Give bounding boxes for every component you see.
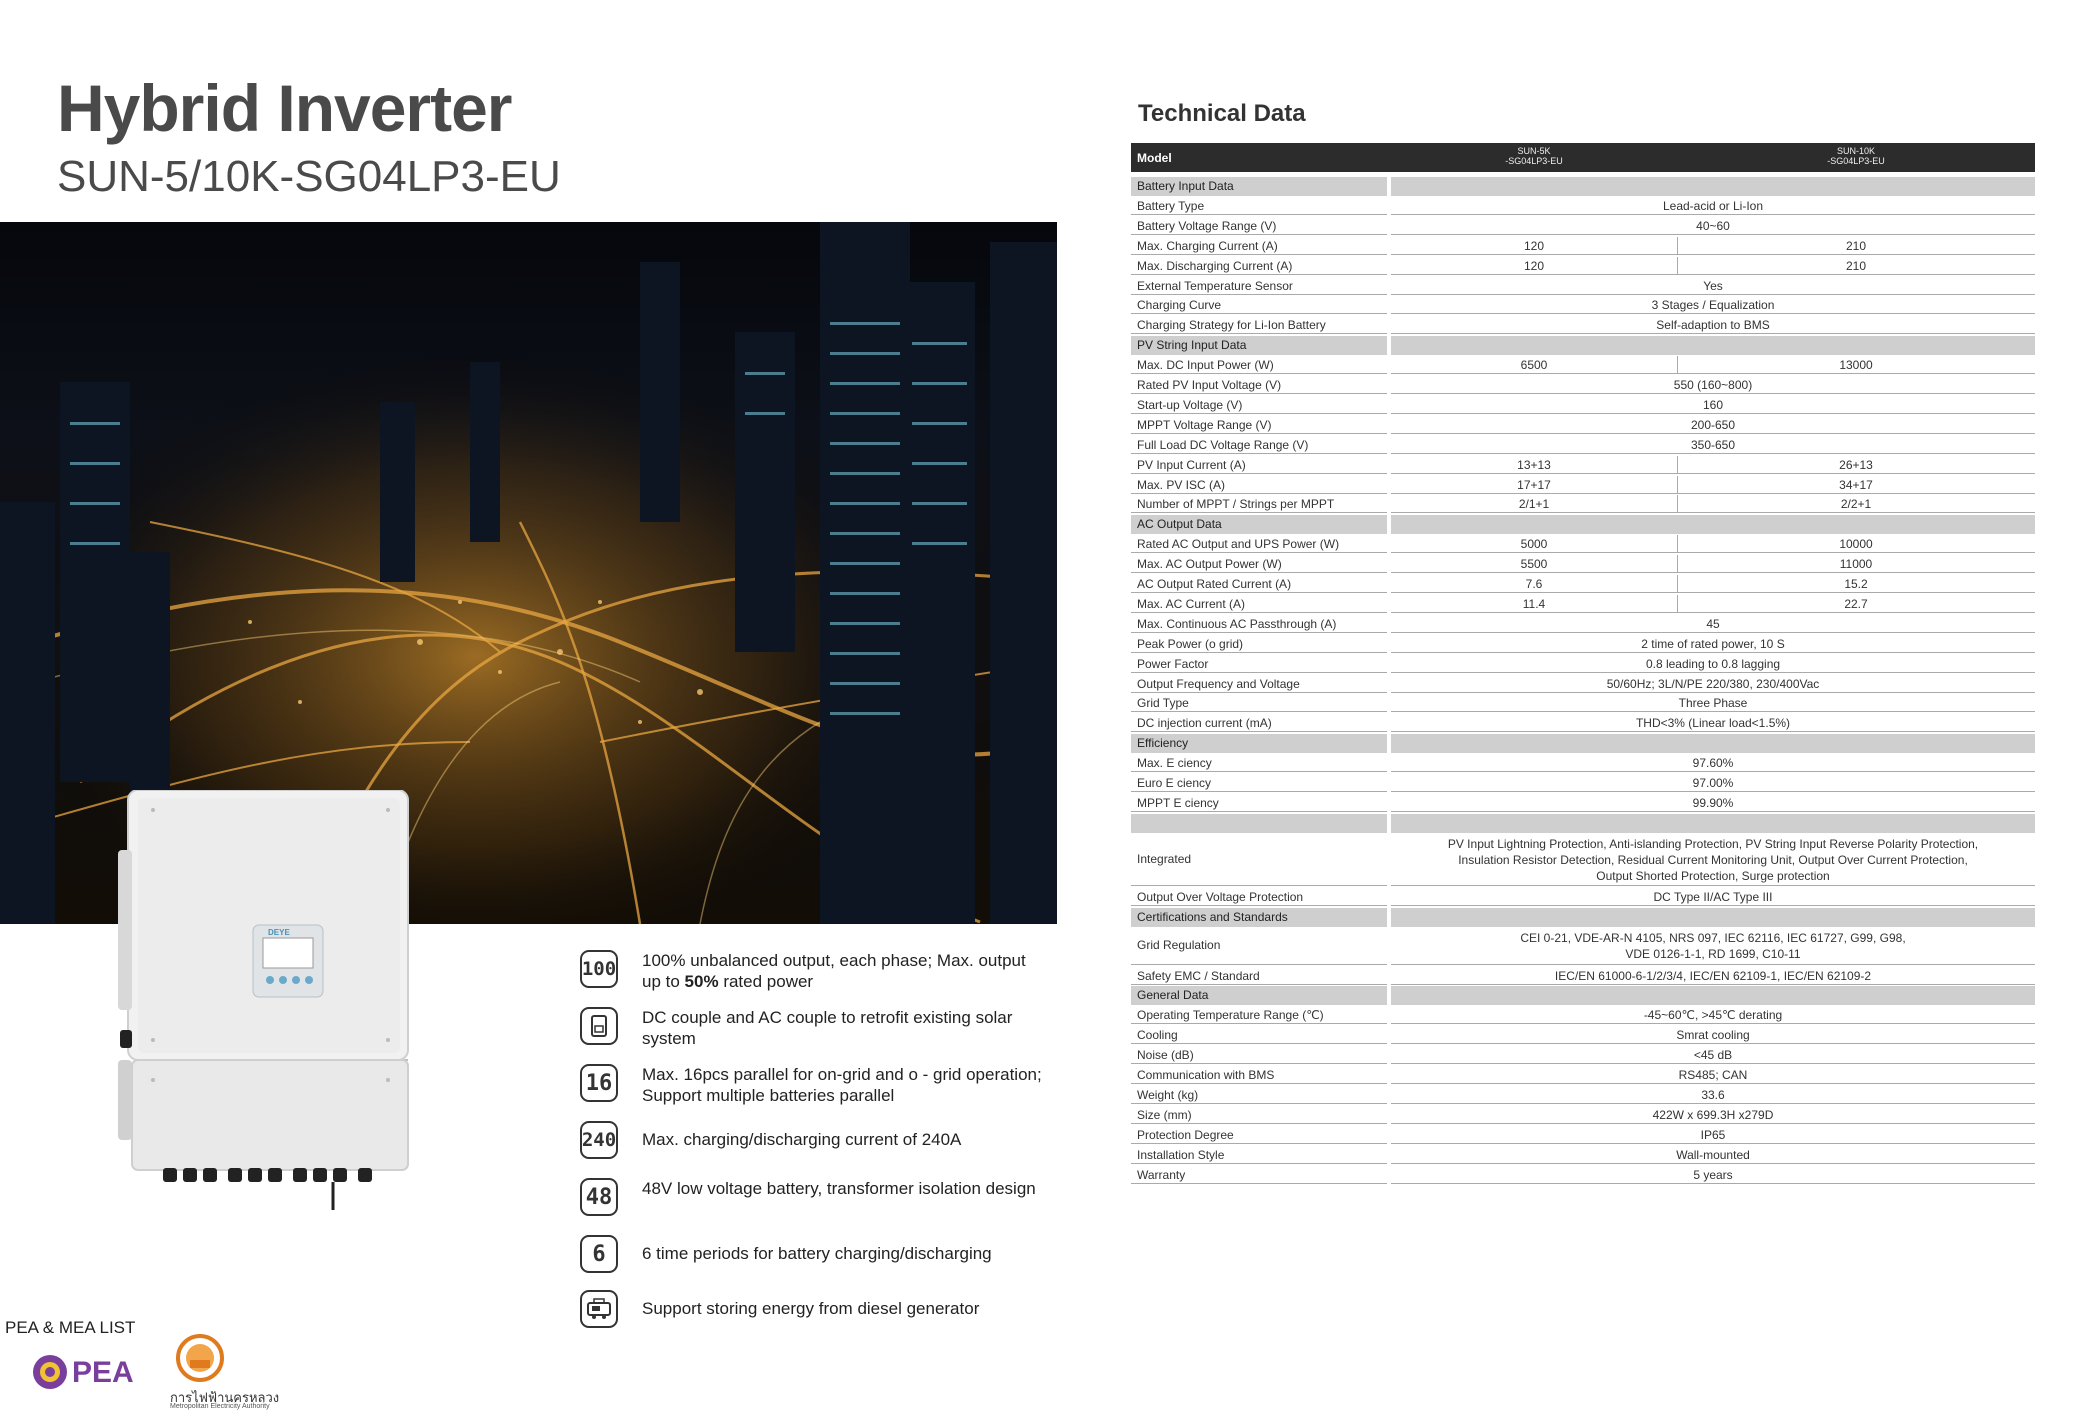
- row-value-5k: 13+13: [1517, 457, 1551, 472]
- cell-line: VDE 0126-1-1, RD 1699, C10-11: [1625, 946, 1801, 961]
- table-row: [1131, 1006, 2035, 1024]
- pea-logo-text: PEA: [72, 1356, 134, 1389]
- row-label: Output Over Voltage Protection: [1137, 889, 1304, 904]
- model-10k-header: SUN-10K -SG04LP3-EU: [1827, 146, 1885, 166]
- row-label: Integrated: [1137, 851, 1192, 866]
- section-title: Battery Input Data: [1137, 179, 1234, 193]
- table-row: [1131, 575, 2035, 593]
- table-row: [1131, 197, 2035, 215]
- row-value: 422W x 699.3H x279D: [1652, 1107, 1774, 1122]
- row-value: <45 dB: [1693, 1048, 1733, 1063]
- section-header-row: [1131, 986, 2035, 1005]
- row-value-10k: 210: [1845, 258, 1867, 273]
- table-row: [1131, 356, 2035, 374]
- table-row: [1131, 1106, 2035, 1124]
- row-value: 160: [1702, 397, 1724, 412]
- table-row: [1131, 635, 2035, 653]
- row-label: Warranty: [1137, 1167, 1186, 1182]
- table-row: [1131, 655, 2035, 673]
- row-value: 97.00%: [1692, 776, 1734, 790]
- row-label: Max. Charging Current (A): [1137, 238, 1278, 253]
- row-label: Full Load DC Voltage Range (V): [1137, 437, 1309, 452]
- inverter-product-image: [118, 790, 418, 1210]
- row-value: 33.6: [1701, 1087, 1725, 1102]
- row-value-10k: 11000: [1839, 557, 1873, 572]
- row-value-10k: 15.2: [1844, 577, 1868, 591]
- section-title: PV String Input Data: [1137, 338, 1247, 353]
- row-label: Max. AC Current (A): [1137, 596, 1246, 611]
- row-label: Number of MPPT / Strings per MPPT: [1137, 497, 1335, 512]
- row-value-5k: 6500: [1520, 358, 1548, 373]
- table-row: [1131, 376, 2035, 394]
- table-row: [1131, 277, 2035, 295]
- table-row: [1131, 694, 2035, 712]
- row-value: 350-650: [1690, 437, 1736, 452]
- row-label: DC injection current (mA): [1137, 716, 1272, 731]
- mea-logo-subtext: Metropolitan Electricity Authority: [170, 1403, 270, 1410]
- table-row: [1131, 316, 2035, 334]
- row-label: Weight (kg): [1137, 1087, 1199, 1102]
- row-label: Communication with BMS: [1137, 1068, 1275, 1082]
- table-row: [1131, 237, 2035, 255]
- row-label: Noise (dB): [1137, 1048, 1194, 1063]
- row-value: 2 time of rated power, 10 S: [1641, 636, 1785, 651]
- row-label: Peak Power (o grid): [1137, 636, 1244, 651]
- model-header: Model: [1137, 151, 1172, 165]
- table-header-row: [1131, 143, 2035, 172]
- row-label: Battery Type: [1137, 198, 1205, 213]
- row-label: Max. E ciency: [1137, 756, 1212, 771]
- row-value-5k: 5500: [1520, 557, 1548, 572]
- row-value: Smrat cooling: [1676, 1028, 1750, 1043]
- row-value: 97.60%: [1692, 756, 1734, 771]
- cell-line: Output Shorted Protection, Surge protection: [1596, 868, 1830, 883]
- hundred-percent-icon: 100: [580, 950, 618, 988]
- row-label: Start-up Voltage (V): [1137, 397, 1243, 412]
- table-row: [1131, 754, 2035, 772]
- row-value: 550 (160~800): [1673, 378, 1753, 392]
- row-label: Rated AC Output and UPS Power (W): [1137, 537, 1340, 552]
- row-value-10k: 26+13: [1839, 457, 1873, 472]
- table-row: [1131, 396, 2035, 414]
- feature-text: 100% unbalanced output, each phase; Max. output up to 50% rated power: [642, 951, 1026, 991]
- row-label: Charging Curve: [1137, 298, 1222, 313]
- table-row: [1131, 535, 2035, 553]
- row-label: Max. PV ISC (A): [1137, 477, 1226, 492]
- table-row: [1131, 928, 2035, 965]
- row-label: Battery Voltage Range (V): [1137, 218, 1277, 233]
- row-label: Safety EMC / Standard: [1137, 968, 1260, 983]
- row-value-5k: 5000: [1520, 537, 1548, 552]
- feature-item: [578, 1178, 1048, 1226]
- table-row: [1131, 456, 2035, 474]
- row-value: RS485; CAN: [1678, 1068, 1748, 1082]
- section-header-row: [1131, 177, 2035, 196]
- table-row: [1131, 834, 2035, 886]
- battery-48v-icon: 48: [580, 1178, 618, 1216]
- row-value: IEC/EN 61000-6-1/2/3/4, IEC/EN 62109-1, IEC/EN 62109-2: [1554, 968, 1872, 983]
- technical-data-title: Technical Data: [1138, 100, 1306, 127]
- table-row: [1131, 714, 2035, 732]
- row-value-10k: 13000: [1839, 358, 1873, 373]
- row-label: External Temperature Sensor: [1137, 278, 1293, 293]
- row-value: 40~60: [1696, 218, 1730, 233]
- section-header-row: [1131, 336, 2035, 355]
- six-periods-icon: 6: [580, 1235, 618, 1273]
- row-value-10k: 22.7: [1844, 596, 1868, 611]
- feature-item: [578, 950, 1048, 998]
- row-label: Max. Continuous AC Passthrough (A): [1137, 616, 1337, 631]
- feature-item: [578, 1235, 1048, 1283]
- page-title: Hybrid Inverter: [57, 71, 512, 145]
- feature-item: [578, 1121, 1048, 1169]
- row-value-10k: 2/2+1: [1840, 497, 1872, 512]
- row-label: Max. Discharging Current (A): [1137, 258, 1293, 273]
- table-row: [1131, 217, 2035, 235]
- feature-item: [578, 1064, 1048, 1112]
- row-label: Operating Temperature Range (℃): [1137, 1008, 1324, 1023]
- table-row: [1131, 1026, 2035, 1044]
- row-label: Protection Degree: [1137, 1127, 1234, 1142]
- pea-mea-list-label: PEA & MEA LIST: [5, 1318, 136, 1337]
- feature-text: Max. 16pcs parallel for on-grid and o - grid operation; Support multiple batteries parallel: [642, 1065, 1042, 1105]
- row-label: AC Output Rated Current (A): [1137, 577, 1292, 591]
- section-header-row: [1131, 908, 2035, 927]
- row-value: 3 Stages / Equalization: [1651, 298, 1775, 313]
- row-label: Size (mm): [1137, 1107, 1192, 1122]
- section-title: Certifications and Standards: [1137, 909, 1288, 924]
- row-value-5k: 17+17: [1517, 477, 1551, 492]
- table-row: [1131, 794, 2035, 812]
- section-title: Efficiency: [1137, 736, 1189, 751]
- table-row: [1131, 1066, 2035, 1084]
- table-row: [1131, 296, 2035, 314]
- row-value-10k: 10000: [1839, 537, 1873, 552]
- table-row: [1131, 675, 2035, 693]
- feature-item: [578, 1007, 1048, 1055]
- row-value: Yes: [1703, 278, 1723, 293]
- row-value: [1391, 930, 2035, 962]
- row-value-5k: 7.6: [1525, 577, 1543, 591]
- section-title: AC Output Data: [1137, 517, 1222, 532]
- row-label: Power Factor: [1137, 656, 1209, 671]
- model-5k-header: SUN-5K -SG04LP3-EU: [1505, 146, 1563, 166]
- row-label: Grid Regulation: [1137, 938, 1221, 952]
- mea-logo: [170, 1334, 230, 1391]
- row-value-5k: 11.4: [1522, 596, 1546, 611]
- inverter-brand-label: DEYE: [268, 928, 290, 937]
- table-row: [1131, 476, 2035, 494]
- row-value: Lead-acid or Li-Ion: [1662, 198, 1764, 213]
- table-row: [1131, 495, 2035, 513]
- pea-logo: [30, 1352, 140, 1397]
- table-row: [1131, 774, 2035, 792]
- table-row: [1131, 1086, 2035, 1104]
- table-row: [1131, 888, 2035, 906]
- diesel-generator-icon: [580, 1290, 618, 1328]
- row-label: Grid Type: [1137, 696, 1189, 711]
- row-label: Max. DC Input Power (W): [1137, 358, 1274, 373]
- row-label: Cooling: [1137, 1028, 1178, 1043]
- feature-text: Support storing energy from diesel generator: [642, 1299, 980, 1318]
- model-subtitle: SUN-5/10K-SG04LP3-EU: [57, 152, 561, 201]
- feature-text: 6 time periods for battery charging/discharging: [642, 1244, 992, 1263]
- feature-text: 48V low voltage battery, transformer isolation design: [642, 1179, 1036, 1198]
- row-value: Self-adaption to BMS: [1656, 318, 1770, 333]
- table-row: [1131, 1126, 2035, 1144]
- row-label: Installation Style: [1137, 1147, 1225, 1162]
- section-header-row: [1131, 814, 2035, 833]
- table-row: [1131, 1166, 2035, 1184]
- row-value: Wall-mounted: [1676, 1147, 1750, 1162]
- feature-text: DC couple and AC couple to retrofit existing solar system: [642, 1008, 1013, 1048]
- feature-text: Max. charging/discharging current of 240A: [642, 1130, 962, 1149]
- row-value: [1391, 836, 2035, 884]
- ac-dc-couple-icon: [580, 1007, 618, 1045]
- table-row: [1131, 416, 2035, 434]
- section-header-row: [1131, 515, 2035, 534]
- row-label: Charging Strategy for Li-Ion Battery: [1137, 318, 1326, 333]
- row-value: DC Type II/AC Type III: [1653, 889, 1773, 904]
- row-value-5k: 120: [1523, 258, 1545, 273]
- table-row: [1131, 615, 2035, 633]
- row-value: 0.8 leading to 0.8 lagging: [1645, 656, 1781, 671]
- row-value: 99.90%: [1692, 795, 1734, 810]
- row-label: PV Input Current (A): [1137, 457, 1246, 472]
- row-value: -45~60℃, >45℃ derating: [1643, 1008, 1783, 1023]
- row-label: Euro E ciency: [1137, 776, 1212, 790]
- mea-logo-text: การไฟฟ้านครหลวง: [170, 1390, 280, 1405]
- row-value: THD<3% (Linear load<1.5%): [1635, 716, 1791, 731]
- row-value: 200-650: [1690, 417, 1736, 432]
- row-label: MPPT Voltage Range (V): [1137, 417, 1272, 432]
- table-row: [1131, 257, 2035, 275]
- table-row: [1131, 1046, 2035, 1064]
- table-row: [1131, 436, 2035, 454]
- row-value: 5 years: [1693, 1167, 1733, 1182]
- current-240-icon: 240: [580, 1121, 618, 1159]
- cell-line: Insulation Resistor Detection, Residual Current Monitoring Unit, Output Over Current Protection,: [1458, 852, 1968, 867]
- row-value-5k: 120: [1523, 238, 1545, 253]
- section-title: General Data: [1137, 988, 1209, 1003]
- section-header-row: [1131, 734, 2035, 753]
- table-row: [1131, 555, 2035, 573]
- row-label: Rated PV Input Voltage (V): [1137, 378, 1282, 392]
- cell-line: CEI 0-21, VDE-AR-N 4105, NRS 097, IEC 62116, IEC 61727, G99, G98,: [1520, 930, 1906, 945]
- row-value-5k: 2/1+1: [1518, 497, 1550, 512]
- row-value-10k: 34+17: [1839, 477, 1873, 492]
- row-value-10k: 210: [1845, 238, 1867, 253]
- row-label: Output Frequency and Voltage: [1137, 676, 1300, 691]
- row-value: 45: [1706, 616, 1720, 631]
- row-label: MPPT E ciency: [1137, 795, 1219, 810]
- feature-item: [578, 1290, 1048, 1338]
- row-label: Max. AC Output Power (W): [1137, 557, 1282, 572]
- table-row: [1131, 967, 2035, 985]
- row-value: Three Phase: [1678, 696, 1748, 711]
- row-value: IP65: [1700, 1127, 1726, 1142]
- table-row: [1131, 1146, 2035, 1164]
- cell-line: PV Input Lightning Protection, Anti-islanding Protection, PV String Input Reverse Polarity Protection,: [1447, 836, 1979, 851]
- row-value: 50/60Hz; 3L/N/PE 220/380, 230/400Vac: [1606, 676, 1820, 691]
- table-row: [1131, 595, 2035, 613]
- parallel-16-icon: 16: [580, 1064, 618, 1102]
